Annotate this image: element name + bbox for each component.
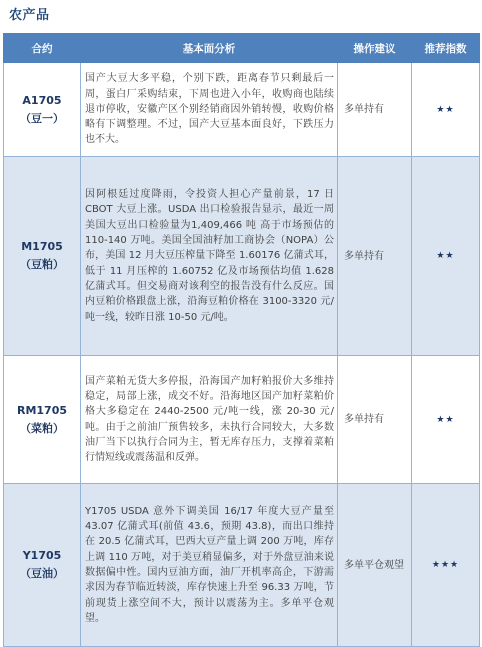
contract-cell — [4, 157, 81, 356]
table-row — [4, 157, 480, 356]
header-advice: 操作建议 — [338, 34, 412, 63]
rating-stars: ★★ — [412, 157, 480, 356]
contract-cell — [4, 484, 81, 647]
rating-stars: ★★ — [412, 63, 480, 157]
table-row — [4, 484, 480, 647]
contract-name: （豆粕） — [20, 258, 64, 271]
contract-code: Y1705 — [22, 549, 62, 562]
advice-cell: 多单持有 — [338, 356, 412, 484]
contract-code: A1705 — [22, 93, 62, 107]
strategy-table — [3, 33, 480, 647]
contract-cell — [4, 356, 81, 484]
contract-name: （菜粕） — [20, 421, 64, 435]
advice-cell: 多单平仓观望 — [338, 484, 412, 647]
header-contract: 合约 — [4, 34, 81, 63]
contract-cell — [4, 63, 81, 157]
analysis-cell: 国产大豆大多平稳，个别下跌，距离春节只剩最后一周，蛋白厂采购结束，下周也进入小年，收购商也陆续退市停收，安徽产区个别经销商因外销转慢，收购价格略有下调整理。不过，国产大豆基本面良好，下跌压力也不大。 — [81, 63, 338, 157]
analysis-cell: 因阿根廷过度降雨，令投资人担心产量前景，17 日 CBOT 大豆上涨。USDA 出口检验报告显示，最近一周美国大豆出口检验量为1,409,466 吨 高于市场预估的 110-140 万吨。美国全国油籽加工商协会（NOPA）公布，美国 12 月大豆压榨量下降至 1.60176 亿蒲式耳，低于 11 月压榨的 1.60752 亿及市场预估均值 1.628 亿蒲式耳。但交易商对该利空的报告没有什么反应。国内豆粕价格跟盘上涨，沿海豆粕价格在 3100-3320 元/吨一线，较昨日涨 10-50 元/吨。 — [81, 157, 338, 356]
advice-cell: 多单持有 — [338, 157, 412, 356]
table-header-row — [4, 34, 480, 63]
contract-name: （豆一） — [20, 111, 64, 125]
rating-stars: ★★ — [412, 356, 480, 484]
header-rating: 推荐指数 — [412, 34, 480, 63]
rating-stars: ★★★ — [412, 484, 480, 647]
analysis-cell: Y1705 USDA 意外下调美国 16/17 年度大豆产量至 43.07 亿蒲式耳(前值 43.6，预期 43.8)，而出口维持在 20.5 亿蒲式耳，巴西大豆产量上调 200 万吨，库存上调 110 万吨，对于美豆稍显偏多，对于外盘豆油来说数据偏中性。国内豆油方面，油厂开机率高企，下游需求因为春节临近转淡，库存快速上升至 96.33 万吨，节前现货上涨空间不大，预计以震荡为主。多单平仓观望。 — [81, 484, 338, 647]
advice-cell: 多单持有 — [338, 63, 412, 157]
table-row — [4, 63, 480, 157]
analysis-cell: 国产菜粕无货大多停报，沿海国产加籽粕报价大多维持稳定，局部上涨，成交不好。沿海地区国产加籽菜粕价格大多稳定在 2440-2500 元/吨一线，涨 20-30 元/吨。由于之前油厂预售较多，未执行合同较大，大多数油厂当下以执行合同为主，暂无库存压力，支撑着菜粕行情短线或震荡温和反弹。 — [81, 356, 338, 484]
contract-name: （豆油） — [20, 567, 64, 580]
contract-code: RM1705 — [16, 403, 68, 417]
section-title: 农产品 — [9, 8, 50, 23]
header-analysis: 基本面分析 — [81, 34, 338, 63]
table-row — [4, 356, 480, 484]
contract-code: M1705 — [21, 240, 63, 253]
